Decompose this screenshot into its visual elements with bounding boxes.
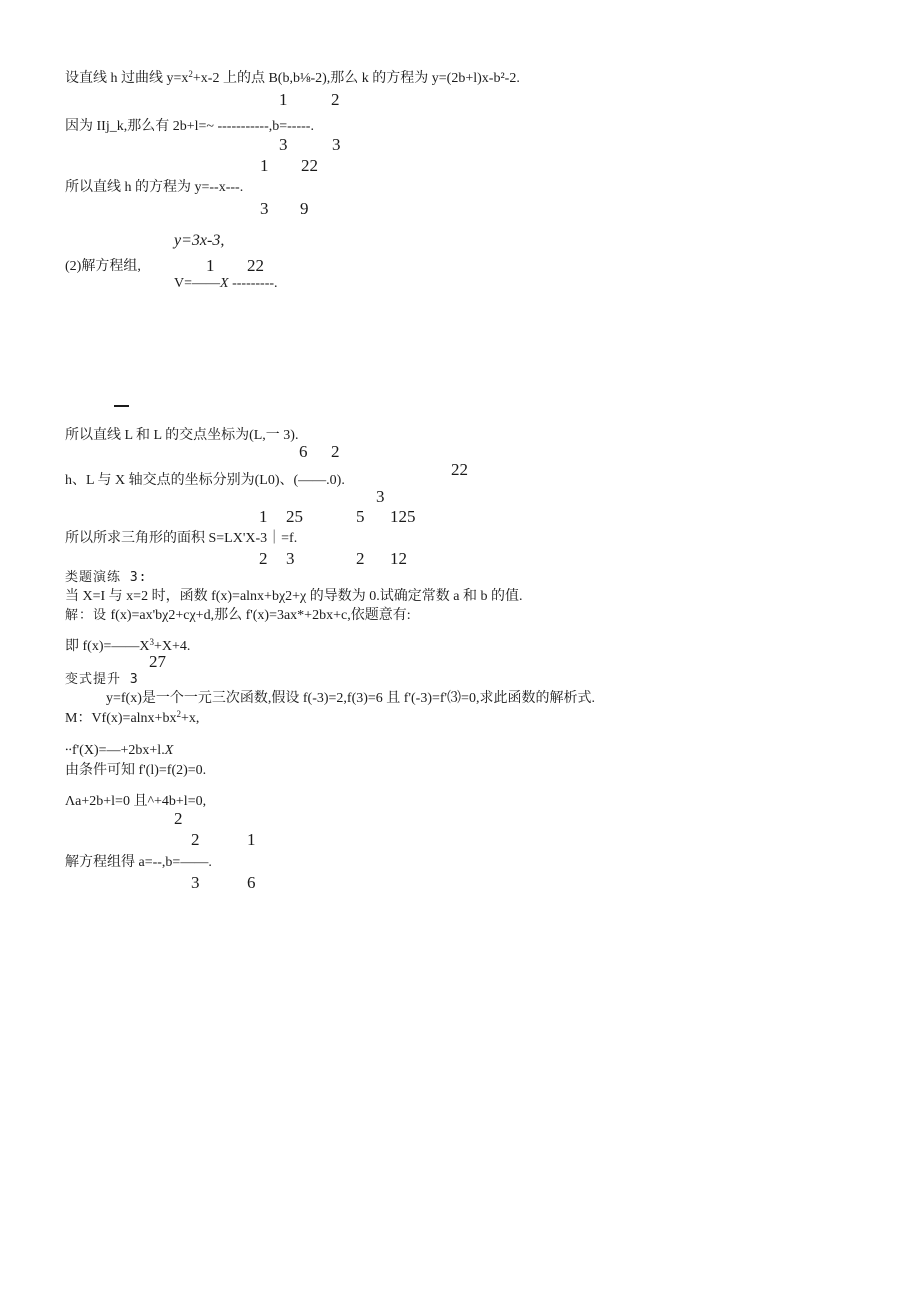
text-line-result-function: 即 $f(x)=——X^3+X+4$. xyxy=(65,637,191,654)
numerator: 1 xyxy=(260,156,269,175)
denominator: 6 xyxy=(247,873,256,892)
text-line-variation-question: y=f(x)是一个一元三次函数,假设 f(-3)=2,f(3)=6 且 f'(-3)=f'⑶=0,求此函数的解析式. xyxy=(106,691,595,706)
heading-variation-3: 变式提升 3 xyxy=(65,672,139,687)
numerator: 25 xyxy=(286,507,303,526)
denominator: 3 xyxy=(191,873,200,892)
text-line-tangent-setup: 设直线 h 过曲线 $y=x^2+x-2$ 上的点 B(b,b⅛-2),那么 k 的方程为 y=(2b+l)x-b²-2. xyxy=(65,69,520,86)
denominator: 3 xyxy=(279,135,288,154)
text-line-h-equation: 所以直线 h 的方程为 y=--x---. xyxy=(65,180,244,195)
text-line-derivative-setup: M：$Vf(x)=alnx+bx^2+x$, xyxy=(65,709,200,726)
separator-dash xyxy=(114,405,129,407)
numerator: 125 xyxy=(390,507,416,526)
denominator: 6 xyxy=(299,442,308,461)
denominator: 3 xyxy=(260,199,269,218)
numerator: 1 xyxy=(206,256,215,275)
denominator: 3 xyxy=(286,549,295,568)
text-line-intersection: 所以直线 L 和 L 的交点坐标为(L,一 3). xyxy=(65,428,299,443)
text-line-area: 所以所求三角形的面积 S=LX'X-3｜=f. xyxy=(65,531,298,546)
numerator: 5 xyxy=(356,507,365,526)
text-line-exercise-question: 当 X=I 与 x=2 时，函数 f(x)=alnx+bχ2+χ 的导数为 0.试确定常数 a 和 b 的值. xyxy=(65,589,523,604)
denominator: 3 xyxy=(332,135,341,154)
text-line-solution-setup: 解：设 f(x)=ax'bχ2+cχ+d,那么 f'(x)=3ax*+2bx+c,依题意有: xyxy=(65,608,411,623)
denominator: 12 xyxy=(390,549,407,568)
denominator: 9 xyxy=(300,199,309,218)
denominator: 27 xyxy=(149,652,166,671)
denominator: 2 xyxy=(331,442,340,461)
text-line-solve-system: (2)解方程组, xyxy=(65,259,141,274)
numerator: 2 xyxy=(331,90,340,109)
text-line-final-answer: 解方程组得 a=--,b=——. xyxy=(65,855,212,870)
denominator: 3 xyxy=(376,487,385,506)
heading-exercise-3: 类题演练 3: xyxy=(65,570,148,585)
text-line-x-intercepts: h、L 与 X 轴交点的坐标分别为(L0)、(——.0). xyxy=(65,473,345,488)
text-line-condition: 由条件可知 f'(l)=f(2)=0. xyxy=(65,763,207,778)
numerator: 1 xyxy=(247,830,256,849)
text-line-perpendicular: 因为 IIj_k,那么有 2b+l=~ -----------,b=-----. xyxy=(65,119,314,134)
numerator: 1 xyxy=(279,90,288,109)
denominator: 2 xyxy=(174,809,183,828)
numerator: 2 xyxy=(191,830,200,849)
system-equation-1: y=3x-3, xyxy=(174,232,225,249)
numerator: 22 xyxy=(301,156,318,175)
numerator: 22 xyxy=(451,460,468,479)
text-line-equations: Λa+2b+l=0 且^+4b+l=0, xyxy=(65,794,207,809)
numerator: 22 xyxy=(247,256,264,275)
system-equation-2: V=——X ---------. xyxy=(174,276,278,291)
numerator: 1 xyxy=(259,507,268,526)
denominator: 2 xyxy=(259,549,268,568)
text-line-derivative: ∙∙f'(X)=—+2bx+l.X xyxy=(65,743,174,758)
denominator: 2 xyxy=(356,549,365,568)
